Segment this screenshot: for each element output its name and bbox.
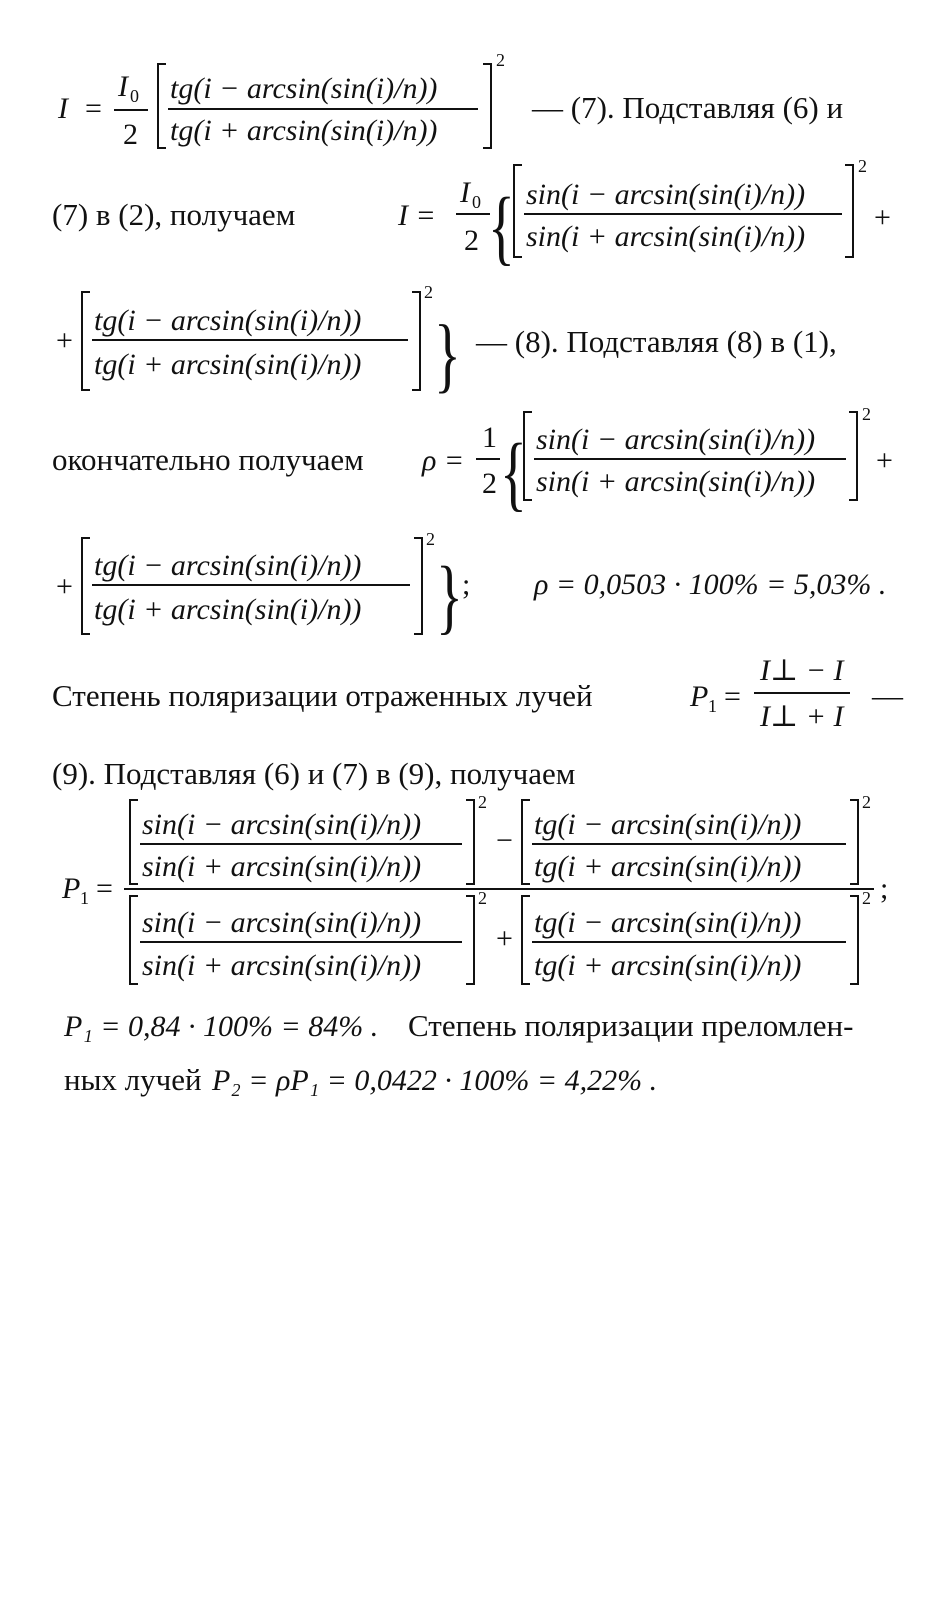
eq7-i0: I — [118, 70, 128, 103]
p1f-num-sin-denominator: sin(i + arcsin(sin(i)/n)) — [142, 850, 422, 883]
p1f-den-sin-right-bracket — [466, 896, 474, 984]
eq7-equals: = — [85, 92, 102, 125]
eq8-i0-sub: 0 — [472, 192, 481, 212]
rho-left-brace: { — [500, 426, 527, 520]
rho-sin-denominator: sin(i + arcsin(sin(i)/n)) — [536, 465, 816, 498]
p1f-num-sin-power: 2 — [478, 792, 487, 812]
p1f-den-sin-power: 2 — [478, 888, 487, 908]
rho-one: 1 — [482, 421, 497, 454]
eq7-lhs: I — [58, 92, 68, 125]
eq8-plus-end: + — [874, 201, 891, 234]
p1f-den-tg-right-bracket — [850, 896, 858, 984]
rho-tg-power: 2 — [426, 529, 435, 549]
rho-right-brace: } — [436, 549, 463, 643]
p1f-num-sin-numerator: sin(i − arcsin(sin(i)/n)) — [142, 808, 422, 841]
eq8-tg-denominator: tg(i + arcsin(sin(i)/n)) — [94, 348, 362, 381]
eq8-two: 2 — [464, 224, 479, 257]
p1f-minus: − — [496, 824, 513, 857]
p1f-num-tg-power: 2 — [862, 792, 871, 812]
p1f-equals: = — [96, 872, 113, 905]
rho-tg-numerator: tg(i − arcsin(sin(i)/n)) — [94, 549, 362, 582]
p1f-den-tg-denominator: tg(i + arcsin(sin(i)/n)) — [534, 949, 802, 982]
eq7-trailing-text: — (7). Подставляя (6) и — [532, 90, 844, 125]
rho-plus-start: + — [56, 570, 73, 603]
p1f-lhs: P — [62, 872, 81, 905]
eq7-two: 2 — [123, 118, 138, 151]
p1f-num-sin-left-bracket — [130, 800, 138, 884]
equation-8 — [52, 156, 891, 401]
p1f-num-tg-numerator: tg(i − arcsin(sin(i)/n)) — [534, 808, 802, 841]
eq8-i0: I — [460, 176, 470, 209]
rho-plus-end: + — [876, 444, 893, 477]
p1f-den-sin-denominator: sin(i + arcsin(sin(i)/n)) — [142, 949, 422, 982]
eq8-tg-right-bracket — [412, 292, 420, 390]
p1-substitution-line: (9). Подставляя (6) и (7) в (9), получаем — [52, 756, 576, 791]
p1f-plus: + — [496, 922, 513, 955]
p1def-equals: = — [724, 680, 741, 713]
rho-tg-left-bracket — [82, 538, 90, 634]
eq8-left-brace: { — [488, 180, 515, 274]
eq8-sin-denominator: sin(i + arcsin(sin(i)/n)) — [526, 220, 806, 253]
p1def-dash: — — [872, 678, 903, 713]
eq8-tg-power: 2 — [424, 282, 433, 302]
p1-result-formula: P₁ = 0,84 · 100% = 84% . — [64, 1010, 379, 1043]
p1f-semicolon: ; — [880, 872, 889, 905]
p1f-lhs-sub: 1 — [80, 888, 89, 908]
p1def-lhs-sub: 1 — [708, 696, 717, 716]
eq8-sin-numerator: sin(i − arcsin(sin(i)/n)) — [526, 178, 806, 211]
p1f-den-tg-numerator: tg(i − arcsin(sin(i)/n)) — [534, 906, 802, 939]
eq7-denominator: tg(i + arcsin(sin(i)/n)) — [170, 114, 438, 147]
eq7-left-bracket — [158, 64, 166, 148]
p1def-lead-text: Степень поляризации отраженных лучей — [52, 678, 593, 713]
eq8-plus-start: + — [56, 324, 73, 357]
eq8-sin-right-bracket — [845, 165, 853, 257]
eq8-sin-left-bracket — [514, 165, 522, 257]
rho-tg-right-bracket — [414, 538, 422, 634]
p1-big-formula — [61, 792, 888, 984]
rho-sin-numerator: sin(i − arcsin(sin(i)/n)) — [536, 423, 816, 456]
p1def-numerator: I⊥ − I — [760, 654, 844, 687]
eq8-lhs: I = — [398, 199, 436, 232]
eq8-right-brace: } — [433, 308, 461, 402]
rho-semicolon: ; — [462, 568, 471, 601]
eq8-sin-power: 2 — [858, 156, 867, 176]
equation-7 — [57, 50, 843, 151]
rho-tg-denominator: tg(i + arcsin(sin(i)/n)) — [94, 593, 362, 626]
p1def-denominator: I⊥ + I — [760, 700, 844, 733]
p1f-den-tg-left-bracket — [522, 896, 530, 984]
p1f-den-sin-left-bracket — [130, 896, 138, 984]
p1def-lhs: P — [690, 680, 709, 713]
eq8-lead-text: (7) в (2), получаем — [52, 197, 296, 232]
rho-equation — [52, 404, 893, 643]
rho-two: 2 — [482, 467, 497, 500]
eq7-right-bracket — [483, 64, 491, 148]
eq8-trailing-text: — (8). Подставляя (8) в (1), — [476, 324, 837, 359]
eq8-tg-numerator: tg(i − arcsin(sin(i)/n)) — [94, 304, 362, 337]
eq7-power: 2 — [496, 50, 505, 70]
p2-formula: P₂ = ρP₁ = 0,0422 · 100% = 4,22% . — [212, 1064, 658, 1097]
p2-lead-text: ных лучей — [64, 1062, 202, 1097]
p1f-num-tg-denominator: tg(i + arcsin(sin(i)/n)) — [534, 850, 802, 883]
p1-result-text: Степень поляризации преломлен- — [408, 1008, 854, 1043]
p1f-num-tg-left-bracket — [522, 800, 530, 884]
rho-lead-text: окончательно получаем — [52, 442, 364, 477]
p1f-den-sin-numerator: sin(i − arcsin(sin(i)/n)) — [142, 906, 422, 939]
eq7-numerator: tg(i − arcsin(sin(i)/n)) — [170, 72, 438, 105]
p1f-num-tg-right-bracket — [850, 800, 858, 884]
p1f-num-sin-right-bracket — [466, 800, 474, 884]
rho-result: ρ = 0,0503 · 100% = 5,03% . — [534, 568, 887, 601]
p1-definition — [52, 654, 904, 733]
rho-sin-right-bracket — [849, 412, 857, 500]
rho-sin-power: 2 — [862, 404, 871, 424]
rho-lhs: ρ = — [422, 444, 465, 477]
eq8-tg-left-bracket — [82, 292, 90, 390]
eq7-i0-sub: 0 — [130, 86, 139, 106]
p1f-den-tg-power: 2 — [862, 888, 871, 908]
